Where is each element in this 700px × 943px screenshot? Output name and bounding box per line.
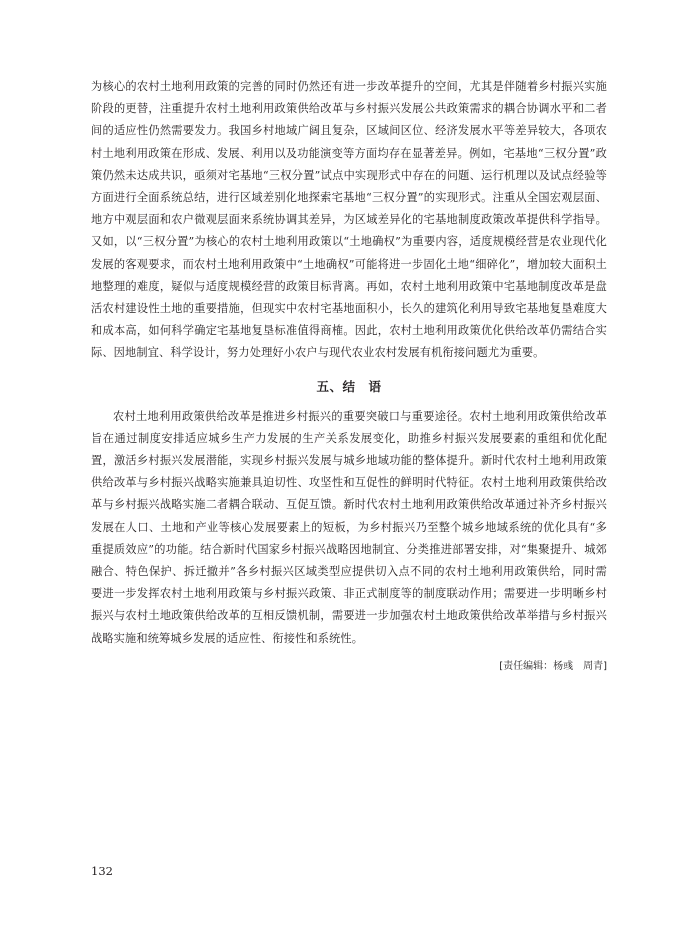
continued-paragraph: 为核心的农村土地利用政策的完善的同时仍然还有进一步改革提升的空间，尤其是伴随着乡村振兴实施阶段的更替，注重提升农村土地利用政策供给改革与乡村振兴发展公共政策需求的耦合协调水平和二者间的适应性仍然需要发力。我国乡村地域广阔且复杂，区域间区位、经济发展水平等差异较大，各项农村土地利用政策在形成、发展、利用以及功能演变等方面均存在显著差异。例如，宅基地“三权分置”政策仍然未达成共识，亟须对宅基地“三权分置”试点中实现形式中存在的问题、运行机理以及试点经验等方面进行全面系统总结，进行区域差别化地探索宅基地“三权分置”的实现形式。注重从全国宏观层面、地方中观层面和农户微观层面来系统协调其差异，为区域差异化的宅基地制度政策改革提供科学指导。又如，以“三权分置”为核心的农村土地利用政策以“土地确权”为重要内容，适度规模经营是农业现代化发展的客观要求，而农村土地利用政策中“土地确权”可能将进一步固化土地“细碎化”，增加较大面积土地整理的难度，疑似与适度规模经营的政策目标背离。再如，农村土地利用政策中宅基地制度改革是盘活农村建设性土地的重要措施，但现实中农村宅基地面积小，长久的建筑化利用导致宅基地复垦难度大和成本高，如何科学确定宅基地复垦标准值得商榷。因此，农村土地利用政策优化供给改革仍需结合实际、因地制宜、科学设计，努力处理好小农户与现代农业农村发展有机衔接问题尤为重要。 <box>91 80 607 360</box>
section-heading-conclusion: 五、结 语 <box>316 378 382 394</box>
page-number: 132 <box>91 864 113 878</box>
article-body <box>91 76 607 675</box>
editor-credit: [责任编辑：杨彧 周青] <box>499 660 607 672</box>
conclusion-paragraph: 农村土地利用政策供给改革是推进乡村振兴的重要突破口与重要途径。农村土地利用政策供给改革旨在通过制度安排适应城乡生产力发展的生产关系发展变化，助推乡村振兴发展要素的重组和优化配置，激活乡村振兴发展潜能，实现乡村振兴发展与城乡地域功能的整体提升。新时代农村土地利用政策供给改革与乡村振兴战略实施兼具迫切性、攻坚性和互促性的鲜明时代特征。农村土地利用政策供给改革与乡村振兴战略实施二者耦合联动、互促互馈。新时代农村土地利用政策供给改革通过补齐乡村振兴发展在人口、土地和产业等核心发展要素上的短板，为乡村振兴乃至整个城乡地域系统的优化具有“多重提质效应”的功能。结合新时代国家乡村振兴战略因地制宜、分类推进部署安排，对“集聚提升、城郊融合、特色保护、拆迁撤并”各乡村振兴区域类型应提供切入点不同的农村土地利用政策供给，同时需要进一步发挥农村土地利用政策与乡村振兴政策、非正式制度等的制度联动作用；需要进一步明晰乡村振兴与农村土地政策供给改革的互相反馈机制，需要进一步加强农村土地政策供给改革举措与乡村振兴战略实施和统筹城乡发展的适应性、衔接性和系统性。 <box>91 409 607 645</box>
